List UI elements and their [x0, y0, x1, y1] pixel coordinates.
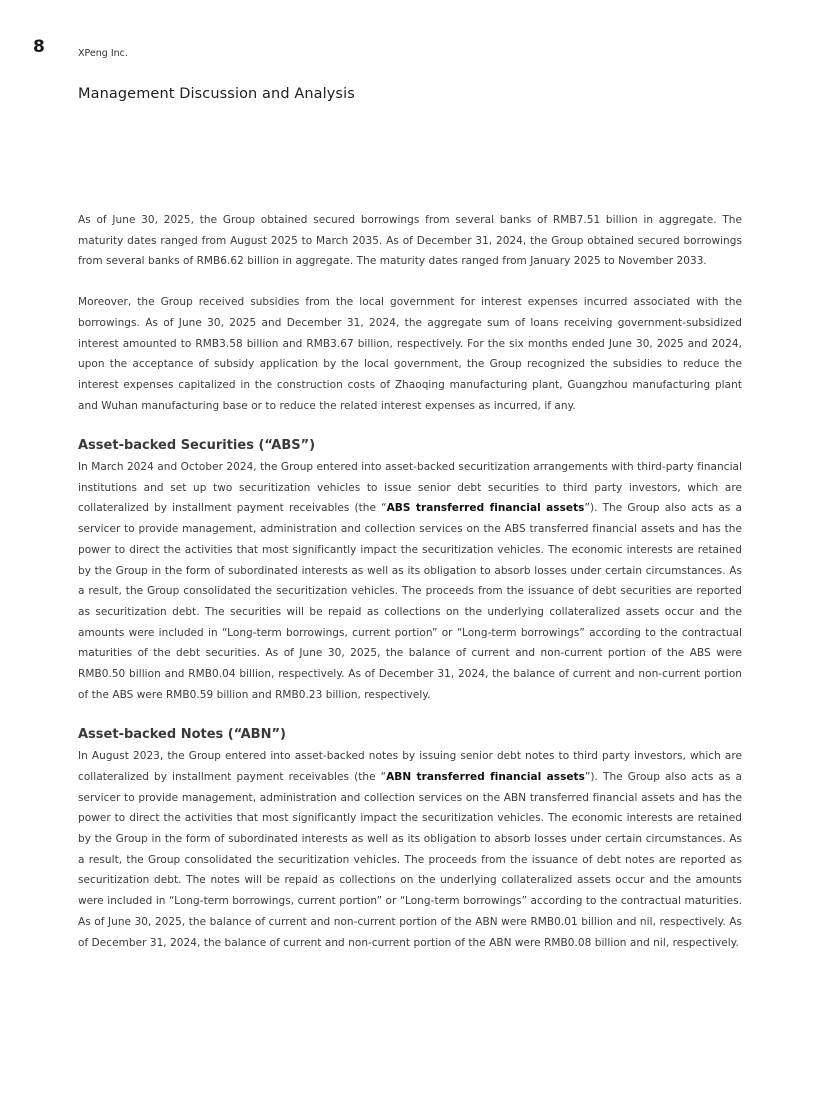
abn-bold-term: ABN transferred financial assets	[386, 770, 585, 783]
abn-text-before: In August 2023, the Group entered into asset-backed notes by issuing senior debt notes to third party investors, which are collateralized by installment payment receivables (the “	[78, 750, 742, 783]
abs-bold-term: ABS transferred financial assets	[386, 502, 585, 515]
paragraph-subsidies: Moreover, the Group received subsidies from the local government for interest expenses incurred associated with the borrowings. As of June 30, 2025 and December 31, 2024, the aggregate sum of loans receiving government-subsidized interest amounted to RMB3.58 billion and RMB3.67 billion, respectively. For the six months ended June 30, 2025 and 2024, upon the acceptance of subsidy application by the local government, the Group recognized the subsidies to reduce the interest expenses capitalized in the construction costs of Zhaoqing manufacturing plant, Guangzhou manufacturing plant and Wuhan manufacturing base or to reduce the related interest expenses as incurred, if any.	[78, 296, 742, 412]
abn-heading: Asset-backed Notes (“ABN”)	[78, 727, 286, 743]
abs-text-after: ”). The Group also acts as a servicer to provide management, administration and collection services on the ABS transferred financial assets and has the power to direct the activities that most significantly impact the securitization vehicles. The economic interests are retained by the Group in the form of subordinated interests as well as its obligation to absorb losses under certain circumstances. As a result, the Group consolidated the securitization vehicles. The proceeds from the issuance of debt securities are reported as securitization debt. The securities will be repaid as collections on the underlying collateralized assets occur and the amounts were included in “Long-term borrowings, current portion” or “Long-term borrowings” according to the contractual maturities of the debt securities. As of June 30, 2025, the balance of current and non-current portion of the ABS were RMB0.50 billion and RMB0.04 billion, respectively. As of December 31, 2024, the balance of current and non-current portion of the ABS were RMB0.59 billion and RMB0.23 billion, respectively.	[78, 502, 742, 701]
abs-heading: Asset-backed Securities (“ABS”)	[78, 438, 316, 454]
company-name: XPeng Inc.	[78, 48, 128, 59]
section-title: Management Discussion and Analysis	[78, 86, 355, 102]
paragraph-abs	[78, 457, 742, 705]
abs-text-before: In March 2024 and October 2024, the Group entered into asset-backed securitization arrangements with third-party financial institutions and set up two securitization vehicles to issue senior debt securities to third party investors, which are collateralized by installment payment receivables (the “	[78, 461, 742, 515]
document-body	[78, 210, 742, 953]
page-number: 8	[33, 37, 45, 57]
paragraph-abn	[78, 746, 742, 953]
paragraph-secured-borrowings: As of June 30, 2025, the Group obtained secured borrowings from several banks of RMB7.51 billion in aggregate. The maturity dates ranged from August 2025 to March 2035. As of December 31, 2024, the Group obtained secured borrowings from several banks of RMB6.62 billion in aggregate. The maturity dates ranged from January 2025 to November 2033.	[78, 214, 742, 268]
abn-text-after: ”). The Group also acts as a servicer to provide management, administration and collection services on the ABN transferred financial assets and has the power to direct the activities that most significantly impact the securitization vehicles. The economic interests are retained by the Group in the form of subordinated interests as well as its obligation to absorb losses under certain circumstances. As a result, the Group consolidated the securitization vehicles. The proceeds from the issuance of debt notes are reported as securitization debt. The notes will be repaid as collections on the underlying collateralized assets occur and the amounts were included in “Long-term borrowings, current portion” or “Long-term borrowings” according to the contractual maturities. As of June 30, 2025, the balance of current and non-current portion of the ABN were RMB0.01 billion and nil, respectively. As of December 31, 2024, the balance of current and non-current portion of the ABN were RMB0.08 billion and nil, respectively.	[78, 770, 742, 949]
